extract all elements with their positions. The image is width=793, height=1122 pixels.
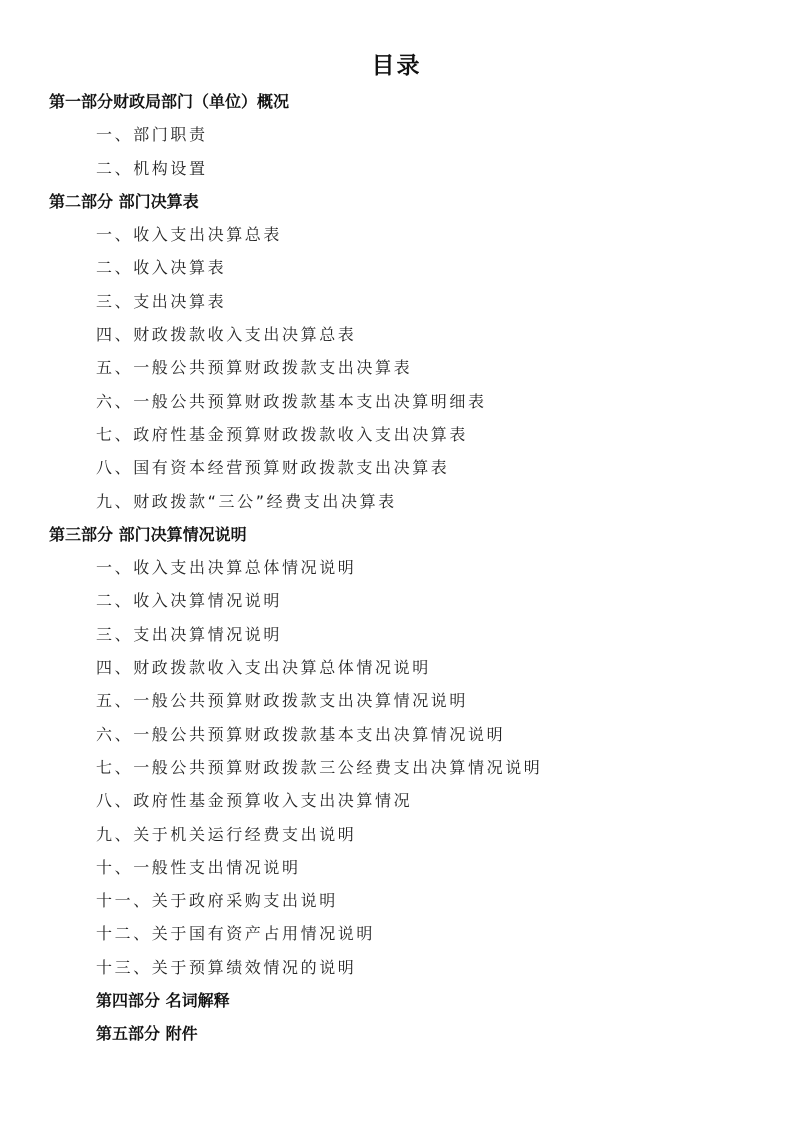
toc-item[interactable]: 九、关于机关运行经费支出说明 (96, 824, 357, 844)
toc-item[interactable]: 十、一般性支出情况说明 (96, 857, 301, 877)
toc-item[interactable]: 四、财政拨款收入支出决算总体情况说明 (96, 658, 431, 678)
toc-item[interactable]: 五、一般公共预算财政拨款支出决算表 (96, 358, 413, 378)
toc-item[interactable]: 十一、关于政府采购支出说明 (96, 891, 338, 911)
toc-part-3-heading[interactable]: 第三部分 部门决算情况说明 (49, 524, 247, 544)
toc-item[interactable]: 一、收入支出决算总表 (96, 225, 283, 245)
toc-item[interactable]: 十二、关于国有资产占用情况说明 (96, 924, 376, 944)
toc-item[interactable]: 七、政府性基金预算财政拨款收入支出决算表 (96, 424, 469, 444)
toc-part-5-heading[interactable]: 第五部分 附件 (96, 1024, 198, 1044)
table-of-contents (0, 85, 793, 1051)
toc-item[interactable]: 九、财政拨款“三公”经费支出决算表 (96, 491, 397, 511)
page-title: 目录 (371, 53, 422, 79)
toc-item[interactable]: 二、机构设置 (96, 158, 208, 178)
toc-item[interactable]: 四、财政拨款收入支出决算总表 (96, 325, 357, 345)
toc-item[interactable]: 六、一般公共预算财政拨款基本支出决算情况说明 (96, 724, 506, 744)
toc-item[interactable]: 一、收入支出决算总体情况说明 (96, 558, 357, 578)
toc-item[interactable]: 五、一般公共预算财政拨款支出决算情况说明 (96, 691, 469, 711)
toc-item[interactable]: 六、一般公共预算财政拨款基本支出决算明细表 (96, 391, 487, 411)
toc-part-1-heading[interactable]: 第一部分财政局部门（单位）概况 (49, 92, 290, 111)
toc-part-2-heading[interactable]: 第二部分 部门决算表 (49, 191, 199, 211)
toc-item[interactable]: 八、政府性基金预算收入支出决算情况 (96, 791, 413, 811)
toc-part-4-heading[interactable]: 第四部分 名词解释 (96, 991, 230, 1011)
toc-item[interactable]: 一、部门职责 (96, 125, 208, 145)
toc-item[interactable]: 八、国有资本经营预算财政拨款支出决算表 (96, 458, 450, 478)
toc-item[interactable]: 二、收入决算情况说明 (96, 591, 283, 611)
toc-item[interactable]: 七、一般公共预算财政拨款三公经费支出决算情况说明 (96, 757, 543, 777)
toc-item[interactable]: 三、支出决算表 (96, 291, 227, 311)
toc-item[interactable]: 三、支出决算情况说明 (96, 624, 283, 644)
toc-item[interactable]: 二、收入决算表 (96, 258, 227, 278)
toc-item[interactable]: 十三、关于预算绩效情况的说明 (96, 957, 357, 977)
